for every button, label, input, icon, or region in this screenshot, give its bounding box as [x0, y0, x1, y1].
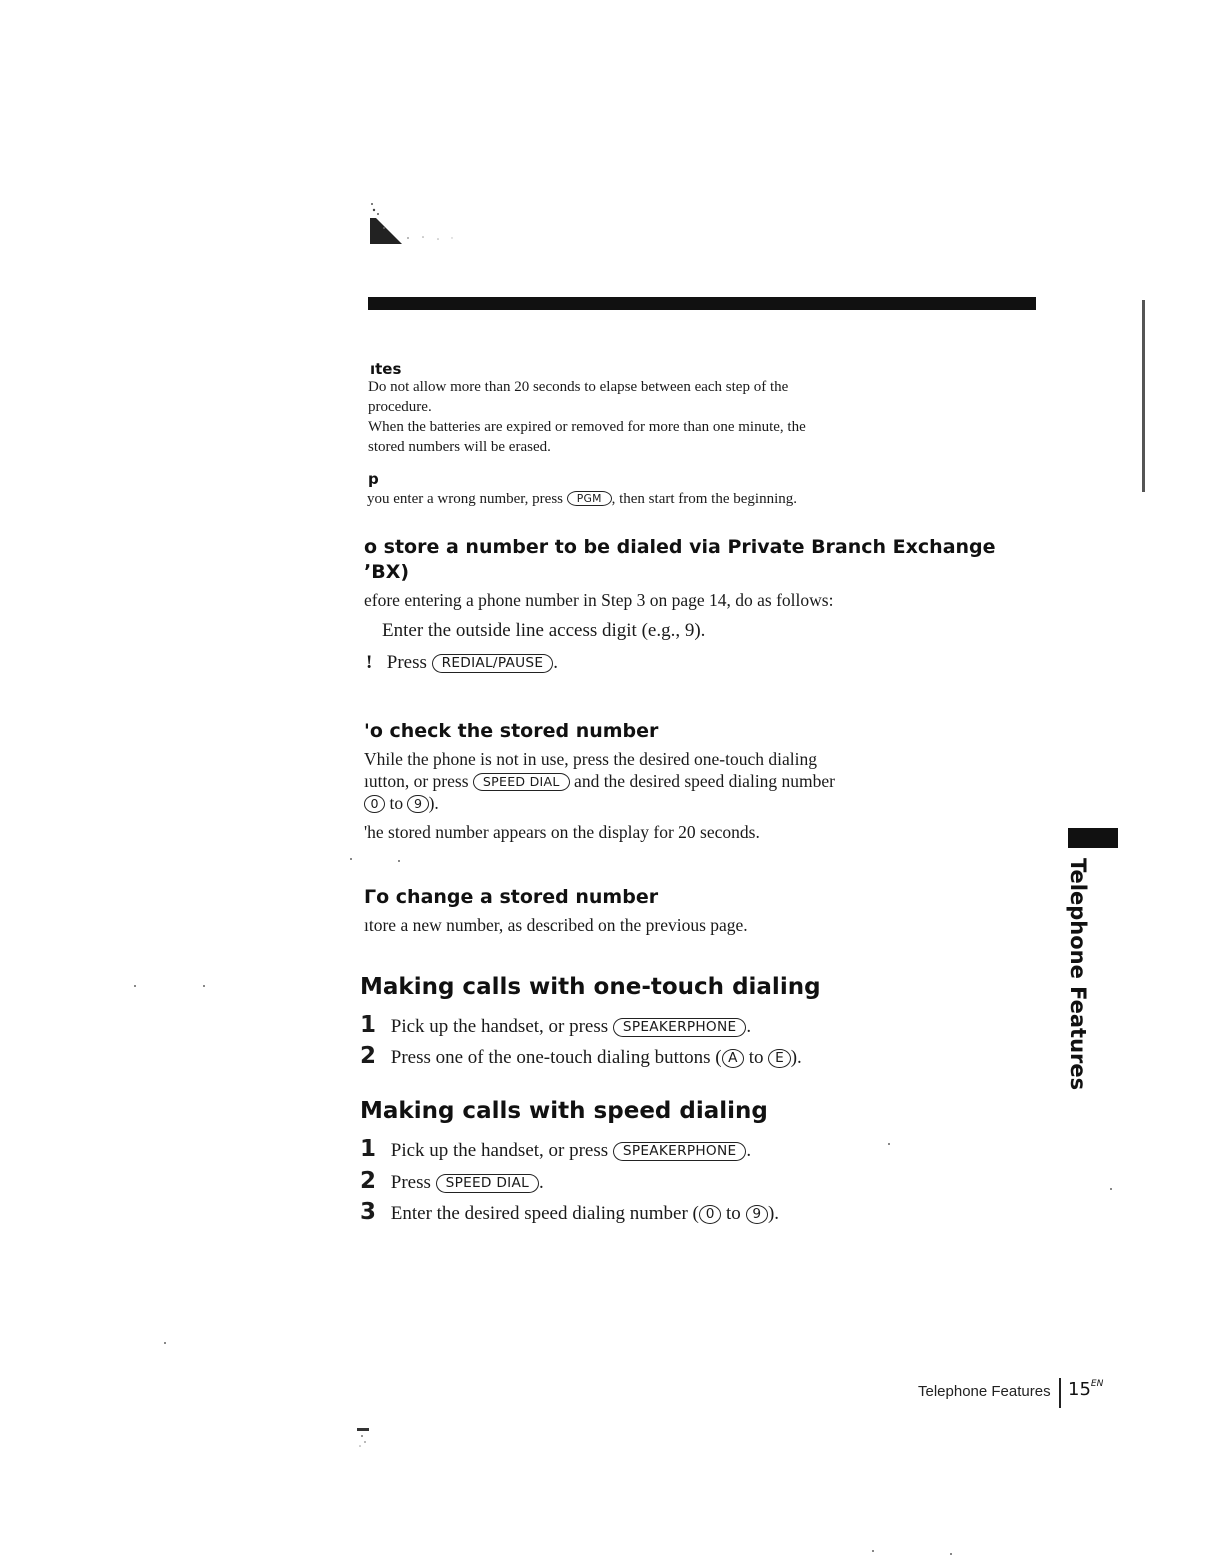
speed-step-2: 2 Press SPEED DIAL . — [360, 1168, 544, 1194]
speakerphone-key: SPEAKERPHONE — [613, 1142, 746, 1161]
speed-dial-key: SPEED DIAL — [473, 773, 570, 791]
one-touch-step-2: 2 Press one of the one-touch dialing buttons ( A to E ). — [360, 1043, 802, 1069]
scan-smudge — [356, 1426, 378, 1452]
button-e-key: E — [768, 1049, 790, 1068]
one-touch-heading: Making calls with one-touch dialing — [360, 974, 821, 1000]
scan-speck — [888, 1143, 890, 1145]
scan-speck — [1110, 1188, 1112, 1190]
pbx-heading-line2: ʼBX) — [364, 561, 410, 583]
footer-section-label: Telephone Features — [918, 1383, 1051, 1400]
pbx-intro: efore entering a phone number in Step 3 on page 14, do as follows: — [364, 590, 834, 610]
notes-heading: ıtes — [370, 360, 402, 378]
pbx-step-2: ! Press REDIAL/PAUSE . — [366, 652, 558, 673]
digit-9-key: 9 — [746, 1205, 768, 1224]
notes-body — [368, 377, 928, 457]
button-a-key: A — [722, 1049, 744, 1068]
digit-0-key: 0 — [699, 1205, 721, 1224]
speed-step-3: 3 Enter the desired speed dialing number ( 0 to 9 ). — [360, 1199, 780, 1225]
page-number: $15^{EN}$ — [1068, 1379, 1104, 1400]
check-body: Vhile the phone is not in use, press the desired one-touch dialing ıutton, or press SPEED DIAL and the desired speed dialing number 0 to 9 ). 'he stored number appears on the display for 20 seconds. — [364, 749, 836, 842]
speakerphone-key: SPEAKERPHONE — [613, 1018, 746, 1037]
digit-0-key: 0 — [364, 795, 385, 813]
scan-speck — [398, 860, 400, 862]
redial-pause-key: REDIAL/PAUSE — [432, 654, 554, 673]
tip-text: you enter a wrong number, press PGM , then start from the beginning. — [367, 491, 797, 507]
scan-edge-line — [1142, 300, 1145, 492]
speed-step-1: 1 Pick up the handset, or press SPEAKERPHONE . — [360, 1136, 752, 1162]
corner-registration-mark — [368, 188, 468, 246]
tip-heading: p — [368, 470, 379, 488]
footer-divider — [1059, 1378, 1061, 1408]
scan-speck — [134, 985, 136, 987]
speed-heading: Making calls with speed dialing — [360, 1098, 768, 1124]
pgm-key: PGM — [567, 491, 612, 506]
section-tab-marker — [1068, 828, 1118, 848]
pbx-step-1: Enter the outside line access digit (e.g., 9). — [382, 620, 706, 641]
notes-line: Do not allow more than 20 seconds to elapse between each step of the — [368, 379, 789, 395]
scan-speck — [203, 985, 205, 987]
check-heading: 'o check the stored number — [364, 720, 659, 742]
scan-speck — [872, 1550, 874, 1552]
scan-speck — [350, 858, 352, 860]
speed-dial-key: SPEED DIAL — [436, 1174, 539, 1193]
scan-speck — [950, 1553, 952, 1555]
one-touch-step-1: 1 Pick up the handset, or press SPEAKERPHONE . — [360, 1012, 752, 1038]
digit-9-key: 9 — [407, 795, 428, 813]
change-text: ıtore a new number, as described on the previous page. — [364, 915, 748, 935]
notes-line: stored numbers will be erased. — [368, 439, 551, 455]
notes-line: When the batteries are expired or removed for more than one minute, the — [368, 419, 806, 435]
section-side-label: Telephone Features — [1066, 858, 1090, 1091]
notes-line: procedure. — [368, 399, 432, 415]
top-rule — [368, 297, 1036, 310]
pbx-heading-line1: o store a number to be dialed via Private Branch Exchange — [364, 536, 996, 558]
change-heading: Гo change a stored number — [364, 886, 659, 908]
scan-speck — [164, 1342, 166, 1344]
